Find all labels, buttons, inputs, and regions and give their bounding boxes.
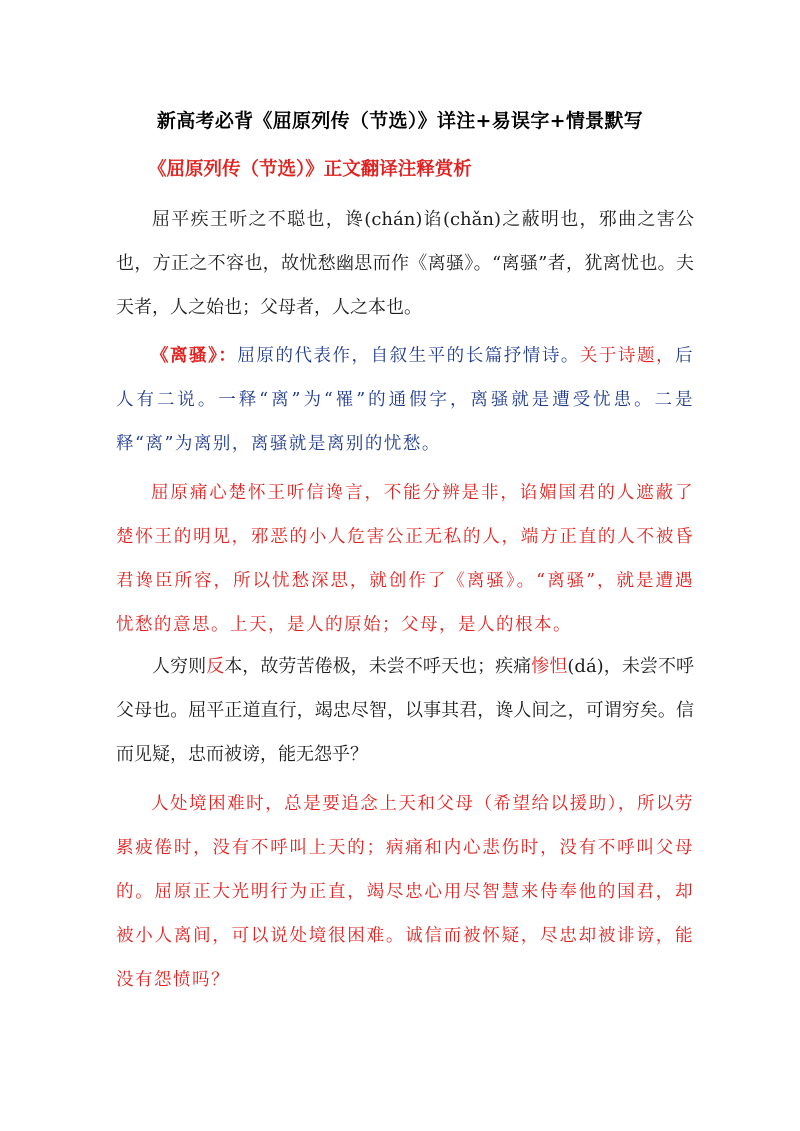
original-text-paragraph-2 — [116, 645, 694, 777]
annotation-text-red: 关于诗题， — [579, 346, 676, 366]
original-text-part-1: 人穷则 — [152, 656, 207, 677]
original-text-part-3: (dá)，未尝不呼父母也。屈平正道直行，竭忠尽智，以事其君，谗人间之，可谓穷矣。信而见疑，忠而被谤，能无怨乎？ — [116, 656, 695, 765]
document-title: 新高考必背《屈原列传（节选）》详注+易误字+情景默写 — [156, 110, 644, 132]
original-text-paragraph-1: 屈平疾王听之不聪也，谗(chán)谄(chǎn)之蔽明也，邪曲之害公也，方正之不容也，故忧愁幽思而作《离骚》。“离骚”者，犹离忧也。夫天者，人之始也；父母者，人之本也。 — [116, 209, 694, 318]
annotation-paragraph — [116, 334, 694, 466]
annotation-text-rest: 后人有二说。一释“离”为“罹”的通假字，离骚就是遭受忧患。二是释“离”为离别，离骚就是离别的忧愁。 — [116, 346, 695, 454]
highlighted-word-candan: 惨怛 — [531, 656, 568, 677]
section-heading: 《屈原列传（节选）》正文翻译注释赏析 — [148, 159, 472, 180]
original-text-part-2: 本，故劳苦倦极，未尝不呼天也；疾痛 — [224, 656, 532, 677]
annotation-term: 《离骚》： — [151, 346, 238, 366]
translation-paragraph-2: 人处境困难时，总是要追念上天和父母（希望给以援助），所以劳累疲倦时，没有不呼叫上天的；病痛和内心悲伤时，没有不呼叫父母的。屈原正大光明行为正直，竭尽忠心用尽智慧来侍奉他的国君，却被小人离间，可以说处境很困难。诚信而被怀疑，尽忠却被诽谤，能没有怨愤吗？ — [116, 794, 694, 990]
highlighted-word-fan: 反 — [206, 656, 225, 677]
annotation-text-blue: 屈原的代表作，自叙生平的长篇抒情诗。 — [237, 346, 580, 366]
translation-paragraph-1: 屈原痛心楚怀王听信谗言，不能分辨是非，谄媚国君的人遮蔽了楚怀王的明见，邪恶的小人危害公正无私的人，端方正直的人不被昏君谗臣所容，所以忧愁深思，就创作了《离骚》。“离骚”，就是遭遇忧愁的意思。上天，是人的原始；父母，是人的根本。 — [116, 483, 694, 635]
